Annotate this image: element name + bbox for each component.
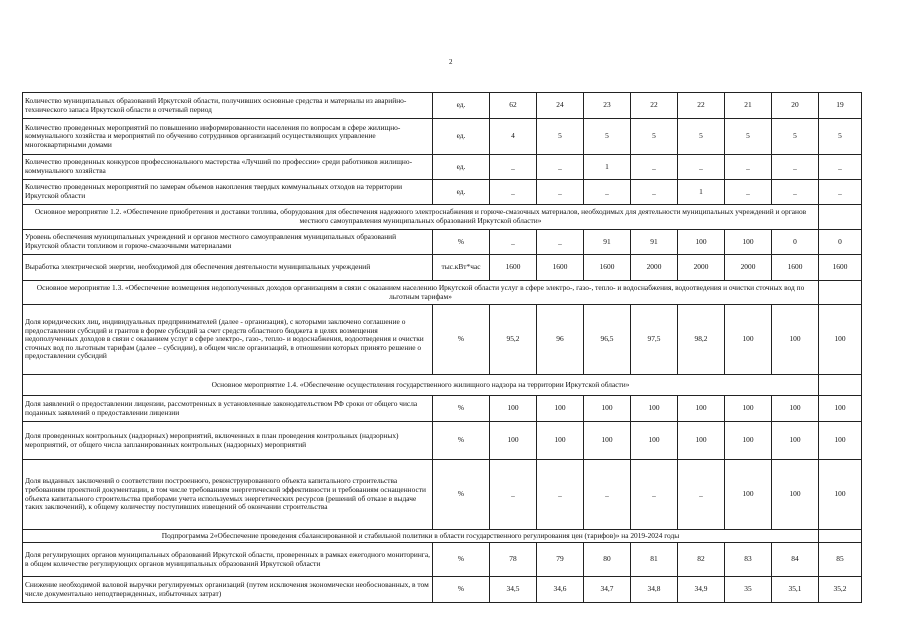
table-row bbox=[23, 155, 862, 180]
indicator-value: _ bbox=[490, 180, 537, 205]
indicator-value: _ bbox=[725, 180, 772, 205]
indicator-value: 20 bbox=[772, 93, 819, 119]
indicator-value: 2000 bbox=[725, 255, 772, 281]
page-number: 2 bbox=[449, 58, 453, 66]
indicator-value: 34,9 bbox=[678, 577, 725, 603]
indicator-value: 100 bbox=[584, 422, 631, 460]
indicator-value: 34,6 bbox=[537, 577, 584, 603]
indicator-value: _ bbox=[819, 180, 862, 205]
indicator-value: 81 bbox=[631, 543, 678, 577]
indicator-name: Снижение необходимой валовой выручки регулируемых организаций (путем исключения экономически необоснованных, в том числе документально неподтвержденных, избыточных затрат) bbox=[23, 577, 433, 603]
indicator-unit: % bbox=[433, 422, 490, 460]
indicator-value: 5 bbox=[678, 119, 725, 155]
indicator-value: 98,2 bbox=[678, 305, 725, 375]
indicator-value: 1600 bbox=[819, 255, 862, 281]
indicator-unit: % bbox=[433, 230, 490, 255]
indicator-value: 1600 bbox=[537, 255, 584, 281]
indicator-value: _ bbox=[631, 180, 678, 205]
indicator-name: Доля юридических лиц, индивидуальных предпринимателей (далее - организация), с которыми заключено соглашение о предоставлении субсидий и грантов в форме субсидий за счет средств областного бюджета в целях возмещения недополученных доходов в связи с оказанием услуг в сфере электро-, газо-, тепло- и водоснабжения, водоотведения и очистки сточных вод по льготным тарифам (далее – субсидии), в общем числе организаций, в отношении которых принято решение о предоставлении субсидий bbox=[23, 305, 433, 375]
indicator-value: 35,2 bbox=[819, 577, 862, 603]
indicator-value: 100 bbox=[725, 230, 772, 255]
section-row bbox=[23, 530, 862, 543]
section-row bbox=[23, 281, 862, 305]
indicator-value: 83 bbox=[725, 543, 772, 577]
indicator-value: 100 bbox=[772, 460, 819, 530]
indicator-unit: ед. bbox=[433, 180, 490, 205]
indicator-value: 100 bbox=[819, 422, 862, 460]
section-row bbox=[23, 205, 862, 230]
table-row bbox=[23, 543, 862, 577]
indicator-value: _ bbox=[537, 230, 584, 255]
indicator-name: Количество проведенных мероприятий по замерам объемов накопления твердых коммунальных отходов на территории Иркутской области bbox=[23, 180, 433, 205]
indicator-unit: % bbox=[433, 543, 490, 577]
indicator-value: 100 bbox=[772, 305, 819, 375]
table-row bbox=[23, 93, 862, 119]
indicator-value: _ bbox=[772, 180, 819, 205]
indicator-value: 19 bbox=[819, 93, 862, 119]
indicator-name: Количество муниципальных образований Иркутской области, получивших основные средства и материалы из аварийно-технического запаса Иркутской области в отчетный период bbox=[23, 93, 433, 119]
indicator-value: 1600 bbox=[490, 255, 537, 281]
indicator-unit: ед. bbox=[433, 119, 490, 155]
section-heading: Основное мероприятие 1.3. «Обеспечение возмещения недополученных доходов организациям в связи с оказанием населению Иркутской области услуг в сфере электро-, газо-, тепло- и водоснабжения, водоотведения и очистки сточных вод по льготным тарифам» bbox=[23, 281, 819, 305]
indicator-value: _ bbox=[490, 155, 537, 180]
table-row bbox=[23, 460, 862, 530]
section-heading: Подпрограмма 2«Обеспечение проведения сбалансированной и стабильной политики в области государственного регулирования цен (тарифов)» на 2019-2024 годы bbox=[23, 530, 819, 543]
table-row bbox=[23, 119, 862, 155]
indicator-value: 5 bbox=[537, 119, 584, 155]
indicator-value: 23 bbox=[584, 93, 631, 119]
indicator-value: 34,7 bbox=[584, 577, 631, 603]
indicator-unit: % bbox=[433, 460, 490, 530]
indicator-value: 78 bbox=[490, 543, 537, 577]
indicator-value: 34,8 bbox=[631, 577, 678, 603]
indicator-value: 91 bbox=[631, 230, 678, 255]
indicator-value: 100 bbox=[725, 396, 772, 422]
indicator-value: 100 bbox=[631, 422, 678, 460]
indicator-value: 100 bbox=[819, 396, 862, 422]
indicator-value: 100 bbox=[725, 422, 772, 460]
indicator-value: 0 bbox=[772, 230, 819, 255]
indicator-value: 2000 bbox=[678, 255, 725, 281]
indicator-value: 96,5 bbox=[584, 305, 631, 375]
indicator-value: 22 bbox=[631, 93, 678, 119]
indicator-value: 96 bbox=[537, 305, 584, 375]
indicator-value: _ bbox=[631, 460, 678, 530]
table-row bbox=[23, 255, 862, 281]
indicator-value: 97,5 bbox=[631, 305, 678, 375]
indicator-value: 2000 bbox=[631, 255, 678, 281]
indicator-value: 34,5 bbox=[490, 577, 537, 603]
indicator-value: _ bbox=[819, 155, 862, 180]
indicator-value: 80 bbox=[584, 543, 631, 577]
indicator-value: 100 bbox=[725, 305, 772, 375]
indicator-unit: ед. bbox=[433, 155, 490, 180]
indicator-value: 5 bbox=[584, 119, 631, 155]
indicator-value: 100 bbox=[772, 396, 819, 422]
indicator-value: _ bbox=[584, 460, 631, 530]
indicator-value: 95,2 bbox=[490, 305, 537, 375]
section-row bbox=[23, 375, 862, 396]
indicator-value: 1600 bbox=[772, 255, 819, 281]
indicator-unit: тыс.кВт*час bbox=[433, 255, 490, 281]
indicator-value: 1 bbox=[584, 155, 631, 180]
indicator-unit: % bbox=[433, 577, 490, 603]
indicator-value: _ bbox=[678, 460, 725, 530]
empty-cell bbox=[819, 281, 862, 305]
indicator-value: 24 bbox=[537, 93, 584, 119]
empty-cell bbox=[819, 375, 862, 396]
indicator-value: _ bbox=[490, 460, 537, 530]
indicator-unit: ед. bbox=[433, 93, 490, 119]
indicator-value: 100 bbox=[772, 422, 819, 460]
indicator-value: 100 bbox=[631, 396, 678, 422]
indicator-value: 100 bbox=[678, 230, 725, 255]
indicator-value: _ bbox=[772, 155, 819, 180]
indicator-value: 62 bbox=[490, 93, 537, 119]
indicators-table bbox=[22, 92, 862, 603]
indicator-value: _ bbox=[631, 155, 678, 180]
indicator-name: Доля регулирующих органов муниципальных образований Иркутской области, проверенных в рамках ежегодного мониторинга, в общем количестве регулирующих органов муниципальных образований Иркутской области bbox=[23, 543, 433, 577]
indicator-value: 85 bbox=[819, 543, 862, 577]
section-heading: Основное мероприятие 1.4. «Обеспечение осуществления государственного жилищного надзора на территории Иркутской области» bbox=[23, 375, 819, 396]
indicator-value: 100 bbox=[490, 396, 537, 422]
indicator-unit: % bbox=[433, 305, 490, 375]
indicator-name: Количество проведенных конкурсов профессионального мастерства «Лучший по профессии» среди работников жилищно-коммунального хозяйства bbox=[23, 155, 433, 180]
table-row bbox=[23, 422, 862, 460]
indicator-value: 91 bbox=[584, 230, 631, 255]
indicator-name: Доля выданных заключений о соответствии построенного, реконструированного объекта капитального строительства требованиям проектной документации, в том числе требованиям энергетической эффективности и требованиям оснащенности объекта капитального строительства приборами учета используемых энергетических ресурсов (решений об отказе в выдаче таких заключений), к общему количеству поступивших извещений об окончании строительства bbox=[23, 460, 433, 530]
indicator-value: 5 bbox=[772, 119, 819, 155]
indicator-value: 21 bbox=[725, 93, 772, 119]
indicator-name: Доля проведенных контрольных (надзорных) мероприятий, включенных в план проведения контрольных (надзорных) мероприятий, от общего числа запланированных контрольных (надзорных) мероприятий bbox=[23, 422, 433, 460]
indicator-value: 22 bbox=[678, 93, 725, 119]
indicator-value: 5 bbox=[725, 119, 772, 155]
indicator-value: 100 bbox=[819, 460, 862, 530]
indicator-unit: % bbox=[433, 396, 490, 422]
indicator-value: _ bbox=[537, 180, 584, 205]
empty-cell bbox=[819, 530, 862, 543]
indicator-value: 0 bbox=[819, 230, 862, 255]
indicator-value: 35 bbox=[725, 577, 772, 603]
indicator-value: 35,1 bbox=[772, 577, 819, 603]
indicator-value: 5 bbox=[631, 119, 678, 155]
indicator-value: _ bbox=[725, 155, 772, 180]
indicator-value: 4 bbox=[490, 119, 537, 155]
indicator-value: 5 bbox=[819, 119, 862, 155]
indicator-value: _ bbox=[584, 180, 631, 205]
indicator-value: _ bbox=[678, 155, 725, 180]
indicator-value: _ bbox=[537, 155, 584, 180]
indicator-value: 100 bbox=[725, 460, 772, 530]
indicator-value: 84 bbox=[772, 543, 819, 577]
indicator-value: 1 bbox=[678, 180, 725, 205]
indicator-value: 100 bbox=[584, 396, 631, 422]
table-row bbox=[23, 305, 862, 375]
table-row bbox=[23, 396, 862, 422]
indicator-name: Количество проведенных мероприятий по повышению информированности населения по вопросам в сфере жилищно-коммунального хозяйства и мероприятий по обучению сотрудников организаций осуществляющих управление многоквартирными домами bbox=[23, 119, 433, 155]
indicator-value: 82 bbox=[678, 543, 725, 577]
table-row bbox=[23, 577, 862, 603]
table-row bbox=[23, 180, 862, 205]
indicator-value: 100 bbox=[490, 422, 537, 460]
indicator-name: Уровень обеспечения муниципальных учреждений и органов местного самоуправления муниципальных образований Иркутской области топливом и горюче-смазочными материалами bbox=[23, 230, 433, 255]
indicator-value: 100 bbox=[537, 396, 584, 422]
indicator-value: 100 bbox=[537, 422, 584, 460]
indicator-value: 1600 bbox=[584, 255, 631, 281]
empty-cell bbox=[819, 205, 862, 230]
indicator-name: Доля заявлений о предоставлении лицензии, рассмотренных в установленные законодательством РФ сроки от общего числа поданных заявлений о предоставлении лицензии bbox=[23, 396, 433, 422]
indicator-value: _ bbox=[490, 230, 537, 255]
section-heading: Основное мероприятие 1.2. «Обеспечение приобретения и доставки топлива, оборудования для обеспечения надежного электроснабжения и горюче-смазочных материалов, необходимых для деятельности муниципальных учреждений и органов местного самоуправления муниципальных образований Иркутской области» bbox=[23, 205, 819, 230]
indicator-name: Выработка электрической энергии, необходимой для обеспечения деятельности муниципальных учреждений bbox=[23, 255, 433, 281]
indicator-value: 100 bbox=[678, 396, 725, 422]
indicator-value: 79 bbox=[537, 543, 584, 577]
indicator-value: 100 bbox=[678, 422, 725, 460]
indicator-value: _ bbox=[537, 460, 584, 530]
indicator-value: 100 bbox=[819, 305, 862, 375]
table-row bbox=[23, 230, 862, 255]
